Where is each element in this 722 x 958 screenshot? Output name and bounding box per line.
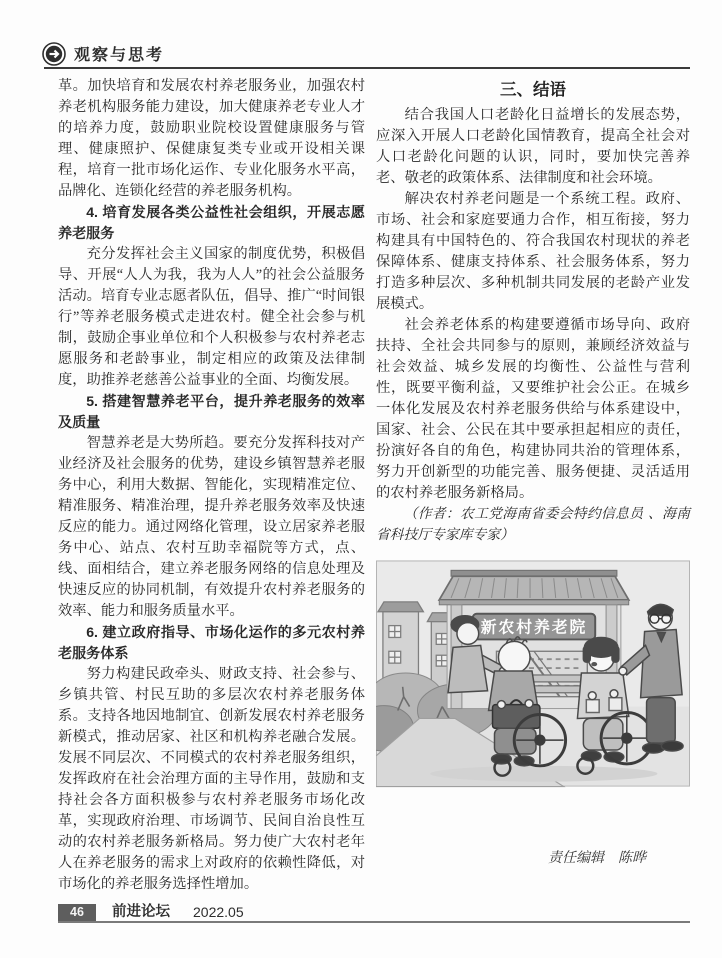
- arrow-circle-icon: [42, 42, 66, 66]
- section-title: 观察与思考: [74, 47, 165, 64]
- nursing-home-sign: [473, 614, 595, 640]
- page-number-badge: 46: [58, 904, 96, 921]
- conclusion-heading: 三、结语: [500, 81, 566, 99]
- journal-name: 前进论坛: [112, 904, 170, 920]
- editor-credit: 责任编辑 陈晔: [548, 850, 646, 866]
- header-rule: [44, 67, 690, 69]
- subheading-4: 4. 培育发展各类公益性社会组织，开展志愿养老服务: [58, 204, 365, 241]
- illustration-nursing-home-cartoon: [376, 559, 690, 788]
- author-note: （作者：农工党海南省委会特约信息员 、海南省科技厅专家库专家）: [376, 506, 690, 543]
- conclusion-paragraph-2: 解决农村养老问题是一个系统工程。政府、市场、社会和家庭要通力合作，相互衔接，努力构建具有中国特色的、符合我国农村现状的养老保障体系、健康支持体系、社会服务体系，努力打造多种层次、多种机制共同发展的老龄产业发展模式。: [376, 191, 690, 312]
- conclusion-paragraph-1: 结合我国人口老龄化日益增长的发展态势，应深入开展人口老龄化国情教育，提高全社会对人口老龄化问题的认识，同时，要加快完善养老、敬老的政策体系、法律制度和社会环境。: [376, 107, 690, 186]
- paragraph-4: 充分发挥社会主义国家的制度优势，积极倡导、开展“人人为我，我为人人”的社会公益服务活动。培育专业志愿者队伍，倡导、推广“时间银行”等养老服务模式走进农村。健全社会参与机制，鼓励企事业单位和个人积极参与农村养老志愿服务和老龄事业，制定相应的政策及法律制度，助推养老慈善公益事业的全面、均衡发展。: [58, 246, 365, 388]
- page-footer: [58, 903, 690, 925]
- subheading-5: 5. 搭建智慧养老平台，提升养老服务的效率及质量: [58, 393, 365, 430]
- paragraph-5: 智慧养老是大势所趋。要充分发挥科技对产业经济及社会服务的优势，建设乡镇智慧养老服务中心，利用大数据、智能化，实现精准定位、精准服务、精准治理，提升养老服务效率及快速反应的能力。通过网络化管理，设立居家养老服务中心、站点、农村互助幸福院等方式，点、线、面相结合，建立养老服务网络的信息处理及快速反应的协同机制，有效提升农村养老服务的效率、能力和服务质量水平。: [58, 435, 365, 619]
- svg-text:新农村养老院: 新农村养老院: [480, 619, 588, 637]
- paragraph-continued: 革。加快培育和发展农村养老服务业，加强农村养老机构服务能力建设，加大健康养老专业人才的培养力度，鼓励职业院校设置健康服务与管理、健康照护、保健康复类专业或开设相关课程，培育一批市场化运作、专业化服务水平高，品牌化、连锁化经营的养老服务机构。: [58, 78, 365, 199]
- journal-issue: 2022.05: [193, 904, 244, 920]
- left-column: [58, 76, 365, 895]
- right-column: [376, 76, 690, 869]
- paragraph-6: 努力构建民政牵头、财政支持、社会参与、乡镇共管、村民互助的多层次农村养老服务体系。支持各地因地制宜、创新发展农村养老服务新模式，推动居家、社区和机构养老融合发展。发展不同层次、不同模式的农村养老服务组织，发挥政府在社会治理方面的主导作用，鼓励和支持社会各方面积极参与农村养老服务市场化改革，实现政府治理、市场调节、民间自治良性互动的农村养老服务新格局。努力使广大农村老年人在养老服务的需求上对政府的依赖性降低，对市场化的养老服务选择性增加。: [58, 666, 365, 892]
- conclusion-paragraph-3: 社会养老体系的构建要遵循市场导向、政府扶持、全社会共同参与的原则，兼顾经济效益与社会效益、城乡发展的均衡性、公益性与营利性，既要平衡利益，又要维护社会公正。在城乡一体化发展及农村养老服务供给与体系建设中，国家、社会、公民在其中要承担起相应的责任，扮演好各自的角色，构建协同共治的管理体系，努力开创新型的功能完善、服务便捷、灵活适用的农村养老服务新格局。: [376, 317, 690, 501]
- footer-rule: [58, 921, 690, 923]
- subheading-6: 6. 建立政府指导、市场化运作的多元农村养老服务体系: [58, 624, 365, 661]
